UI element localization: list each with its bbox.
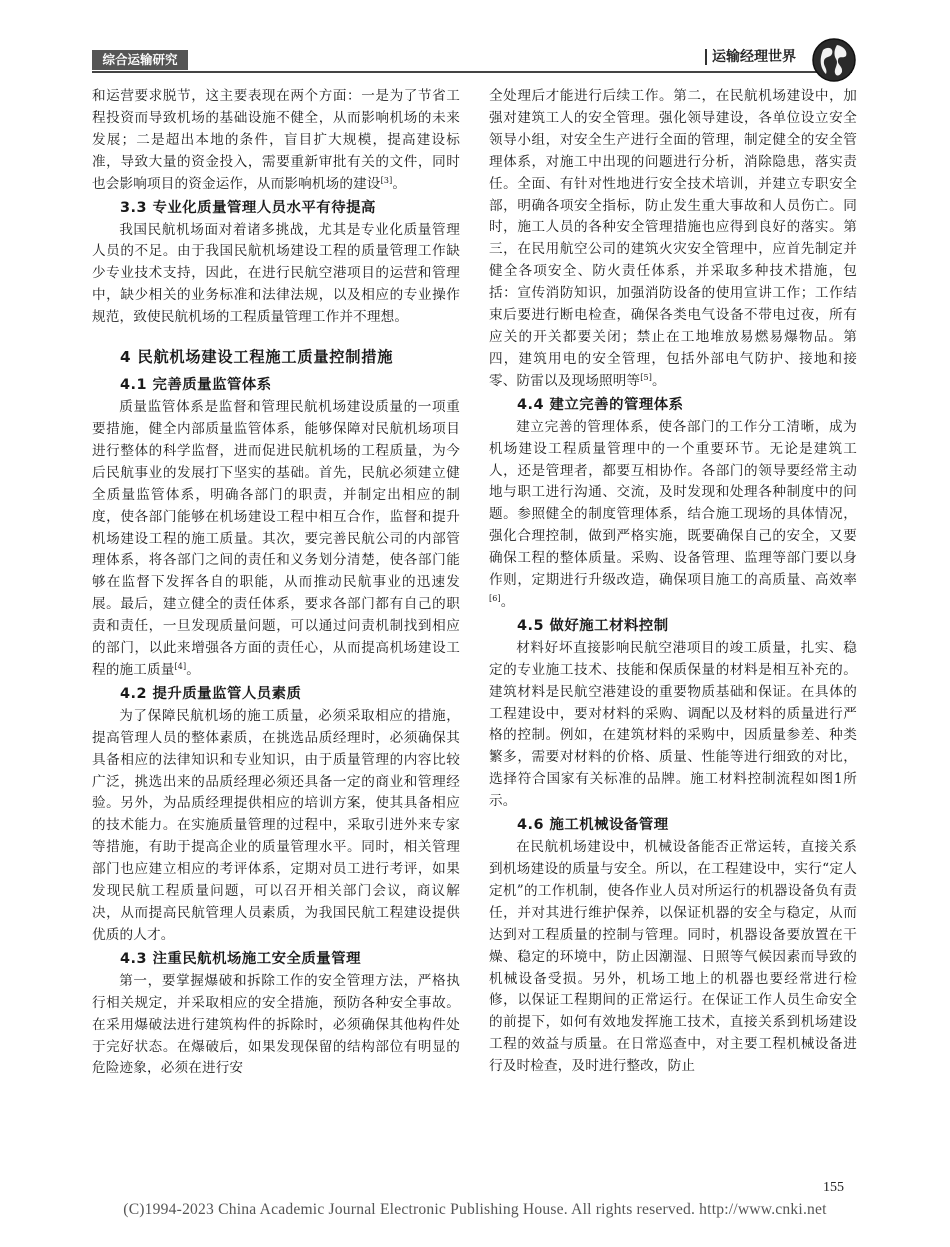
header-divider (92, 71, 852, 73)
section-heading-4-5: 4.5 做好施工材料控制 (517, 617, 669, 634)
section-heading-4-4: 4.4 建立完善的管理体系 (517, 396, 684, 413)
copyright-notice: (C)1994-2023 China Academic Journal Electronic Publishing House. All rights reserved. http://www.cnki.net (123, 1201, 827, 1218)
section-heading-4-2: 4.2 提升质量监管人员素质 (120, 685, 302, 702)
paragraph: 建立完善的管理体系，使各部门的工作分工清晰，成为机场建设工程质量管理中的一个重要环节。无论是建筑工人，还是管理者，都要互相协作。各部门的领导要经常主动地与职工进行沟通、交流，及时发现和处理各种制度中的问题。参照健全的制度管理体系，结合施工现场的具体情况，强化合理控制，做到严格实施，既要确保自己的安全，又要确保工程的整体质量。采购、设备管理、监理等部门要以身作则，定期进行升级改造，确保项目施工的高质量、高效率[6]。 (489, 418, 857, 610)
journal-section-label: 综合运输研究 (92, 50, 188, 70)
paragraph: 在民航机场建设中，机械设备能否正常运转，直接关系到机场建设的质量与安全。所以，在工程建设中，实行“定人定机”的工作机制，使各作业人员对所运行的机器设备负有责任，并对其进行维护保养，以保证机器的安全与稳定，从而达到对工程质量的控制与管理。同时，机器设备要放置在干燥、稳定的环境中，防止因潮湿、日照等气候因素而导致的机械设备受损。另外，机场工地上的机器也要经常进行检修，以保证工程期间的正常运行。在保证工作人员生命安全的前提下，如何有效地发挥施工技术，直接关系到机场建设工程的效益与质量。在日常巡查中，对主要工程机械设备进行及时检查，及时进行整改，防止 (489, 839, 857, 1075)
section-heading-4-6: 4.6 施工机械设备管理 (517, 817, 669, 834)
paragraph: 质量监管体系是监督和管理民航机场建设质量的一项重要措施，健全内部质量监管体系，能够保障对民航机场项目进行整体的科学监督，进而促进民航机场的工程质量，为今后民航事业的发展打下坚实的基础。首先，民航必须建立健全质量监管体系，明确各部门的职责，并制定出相应的制度，使各部门能够在机场建设工程中相互合作，监督和提升机场建设工程的施工质量。其次，要完善民航公司的内部管理体系，将各部门之间的责任和义务划分清楚，使各部门能够在监督下发挥各自的职能，从而推动民航事业的迅速发展。最后，建立健全的责任体系，要求各部门都有自己的职责和责任，一旦发现质量问题，可以通过问责机制找到相应的部门，以此来增强各方面的责任心，从而提高机场建设工程的施工质量[4]。 (92, 399, 460, 678)
page-number: 155 (823, 1180, 844, 1195)
section-heading-3-3: 3.3 专业化质量管理人员水平有待提高 (120, 199, 376, 216)
section-heading-4-3: 4.3 注重民航机场施工安全质量管理 (120, 950, 361, 967)
section-heading-4: 4 民航机场建设工程施工质量控制措施 (120, 348, 394, 367)
paragraph: 为了保障民航机场的施工质量，必须采取相应的措施，提高管理人员的整体素质，在挑选品质经理时，必须确保其具备相应的法律知识和专业知识，由于质量管理的内容比较广泛，挑选出来的品质经理必须还具备一定的商业和管理经验。另外，为品质经理提供相应的培训方案，使其具备相应的技术能力。在实施质量管理的过程中，采取引进外来专家等措施，有助于提高企业的质量管理水平。同时，相关管理部门也应建立相应的考评体系，定期对员工进行考评，如果发现民航工程质量问题，可以召开相关部门会议，商议解决，从而提高民航管理人员素质，为我国民航工程建设提供优质的人才。 (92, 707, 460, 943)
paragraph: 材料好坏直接影响民航空港项目的竣工质量，扎实、稳定的专业施工技术、技能和保质保量的材料是相互补充的。建筑材料是民航空港建设的重要物质基础和保证。在具体的工程建设中，要对材料的采购、调配以及材料的质量进行严格的控制。例如，在建筑材料的采购中，因质量参差、种类繁多，需要对材料的价格、质量、性能等进行细致的对比，选择符合国家有关标准的品牌。施工材料控制流程如图1所示。 (489, 639, 857, 810)
paragraph: 我国民航机场面对着诸多挑战，尤其是专业化质量管理人员的不足。由于我国民航机场建设工程的质量管理工作缺少专业技术支持，因此，在进行民航空港项目的运营和管理中，缺少相关的业务标准和法律法规，以及相应的专业操作规范，致使民航机场的工程质量管理工作并不理想。 (92, 221, 460, 326)
paragraph: 第一，要掌握爆破和拆除工作的安全管理方法，严格执行相关规定，并采取相应的安全措施，预防各种安全事故。在采用爆破法进行建筑构件的拆除时，必须确保其他构件处于完好状态。在爆破后，如果发现保留的结构部位有明显的危险迹象，必须在进行安 (92, 972, 460, 1077)
paragraph: 和运营要求脱节，这主要表现在两个方面：一是为了节省工程投资而导致机场的基础设施不健全，从而影响机场的未来发展；二是超出本地的条件，盲目扩大规模，提高建设标准，导致大量的资金投入，需要重新审批有关的文件，同时也会影响项目的资金运作，从而影响机场的建设[3]。 (92, 88, 460, 192)
paragraph: 全处理后才能进行后续工作。第二，在民航机场建设中，加强对建筑工人的安全管理。强化领导建设，各单位设立安全领导小组，对安全生产进行全面的管理，制定健全的安全管理体系，对施工中出现的问题进行分析，消除隐患，落实责任。全面、有针对性地进行安全技术培训，并建立专职安全部，明确各项安全指标，防止发生重大事故和人员伤亡。同时，施工人员的各种安全管理措施也应得到良好的落实。第三，在民用航空公司的建筑火灾安全管理中，应首先制定并健全各项安全、防火责任体系，并采取多种技术措施，包括：宣传消防知识，加强消防设备的使用宣讲工作；工作结束后要进行断电检查，确保各类电气设备不带电过夜，所有应关的开关都要关闭；禁止在工地堆放易燃易爆物品。第四，建筑用电的安全管理，包括外部电气防护、接地和接零、防雷以及现场照明等[5]。 (489, 88, 857, 389)
journal-title: 运输经理世界 (712, 46, 796, 68)
section-heading-4-1: 4.1 完善质量监管体系 (120, 377, 272, 394)
right-column (489, 86, 857, 1078)
globe-icon (810, 36, 858, 84)
left-column (92, 86, 460, 1080)
